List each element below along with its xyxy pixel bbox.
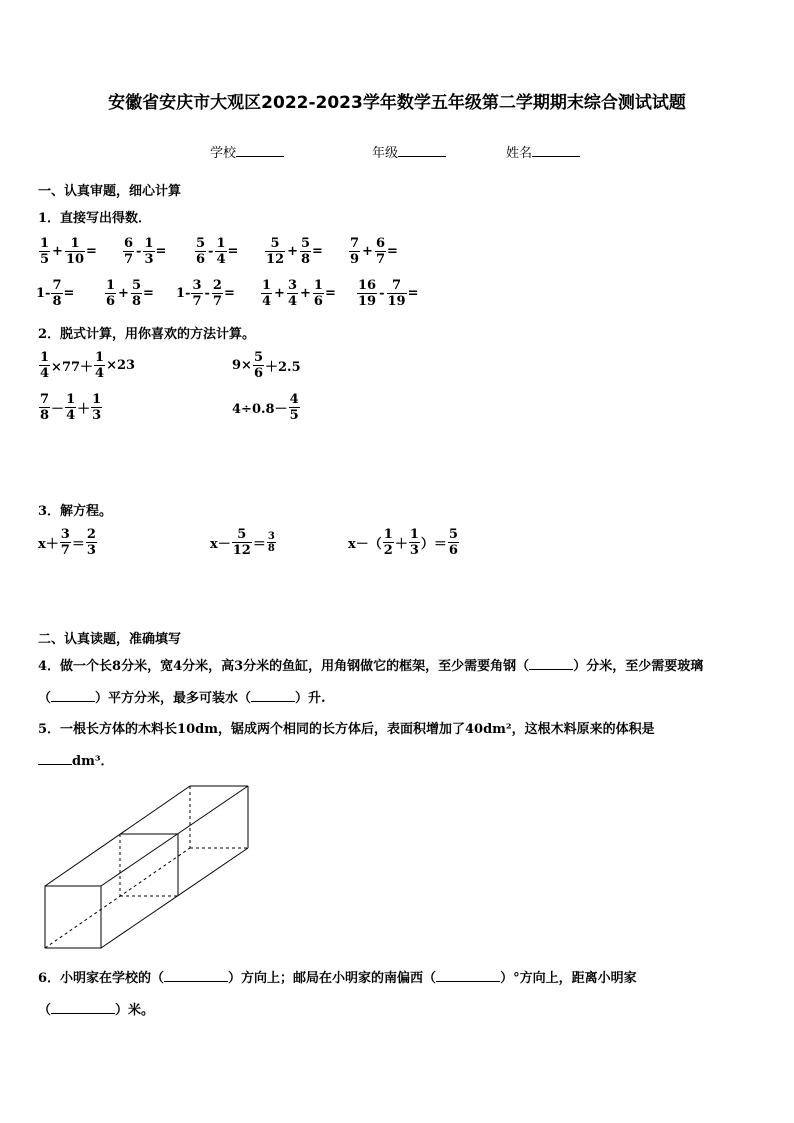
name-blank[interactable] (532, 144, 580, 157)
school-label: 学校 (210, 146, 237, 161)
question-6-line-1: 6．小明家在学校的（ ）方向上；邮局在小明家的南偏西（ ）°方向上，距离小明家 (38, 971, 637, 986)
q4-blank-2[interactable] (51, 689, 95, 702)
q1-expr-8: 1- $\frac{3}{7}$ - $\frac{2}{7}$ = (176, 278, 235, 309)
q1-expr-3: $\frac{5}{6}$ - $\frac{1}{4}$ = (196, 236, 239, 267)
q6-blank-3[interactable] (51, 1001, 115, 1014)
question-4-line-1: 4．做一个长8分米，宽4分米，高3分米的鱼缸，用角钢做它的框架，至少需要角钢（ ）分米，至少需要玻璃 (38, 659, 704, 674)
section-1-heading: 一、认真审题，细心计算 (38, 184, 182, 199)
q4-blank-1[interactable] (529, 657, 573, 670)
q2-expr-c: $\frac{7}{8}$ － $\frac{1}{4}$ ＋ $\frac{1}{3}$ (40, 392, 102, 423)
question-4-line-2: （ ）平方分米，最多可装水（ ）升. (38, 691, 326, 706)
section-2-heading: 二、认真读题，准确填写 (38, 632, 182, 647)
q5-blank[interactable] (38, 752, 72, 765)
q3-equation-b: x－ $\frac{5}{12}$ ＝ $\frac{3}{8}$ (210, 527, 275, 558)
question-1: 1．直接写出得数． (38, 211, 152, 226)
q6-blank-1[interactable] (164, 969, 228, 982)
school-blank[interactable] (236, 144, 284, 157)
q1-expr-5: $\frac{7}{9}$ + $\frac{6}{7}$ = (350, 236, 398, 267)
grade-blank[interactable] (398, 144, 446, 157)
q2-expr-d: 4÷0.8－ $\frac{4}{5}$ (232, 392, 299, 423)
question-6-line-2: （ ）米。 (38, 1003, 155, 1018)
q1-expr-9: $\frac{1}{4}$ + $\frac{3}{4}$ + $\frac{1}{6}$ = (262, 278, 336, 309)
q2-expr-b: 9× $\frac{5}{6}$ ＋2.5 (232, 350, 301, 381)
question-5-line-2: dm³． (38, 750, 114, 769)
q1-expr-10: $\frac{16}{19}$ - $\frac{7}{19}$ = (358, 278, 419, 309)
q1-expr-2: $\frac{6}{7}$ - $\frac{1}{3}$ = (124, 236, 167, 267)
q2-expr-a: $\frac{1}{4}$ ×77＋ $\frac{1}{4}$ ×23 (40, 350, 136, 381)
name-field (506, 142, 580, 161)
q3-equation-c: x－（ $\frac{1}{2}$ ＋ $\frac{1}{3}$ ）＝ $\frac{5}{6}$ (348, 527, 458, 558)
grade-field (372, 142, 446, 161)
q1-expr-7: $\frac{1}{6}$ + $\frac{5}{8}$ = (106, 278, 154, 309)
name-label: 姓名 (506, 146, 533, 161)
q3-equation-a: x＋ $\frac{3}{7}$ ＝ $\frac{2}{3}$ (38, 527, 96, 558)
q6-blank-2[interactable] (436, 969, 500, 982)
question-2: 2．脱式计算，用你喜欢的方法计算。 (38, 327, 256, 342)
q1-expr-4: $\frac{5}{12}$ + $\frac{5}{8}$ = (266, 236, 323, 267)
cuboid-front-face (45, 886, 101, 948)
cuboid-figure (38, 780, 254, 952)
q1-expr-1: $\frac{1}{5}$ + $\frac{1}{10}$ = (40, 236, 97, 267)
question-3: 3．解方程。 (38, 504, 113, 519)
grade-label: 年级 (372, 146, 399, 161)
question-5-line-1: 5．一根长方体的木料长10dm，锯成两个相同的长方体后，表面积增加了40dm²，这根木料原来的体积是 (38, 722, 655, 737)
school-field (210, 142, 284, 161)
q4-blank-3[interactable] (251, 689, 295, 702)
page-title: 安徽省安庆市大观区2022-2023学年数学五年级第二学期期末综合测试试题 (108, 93, 686, 113)
q1-expr-6: 1- $\frac{7}{8}$ = (36, 278, 75, 309)
